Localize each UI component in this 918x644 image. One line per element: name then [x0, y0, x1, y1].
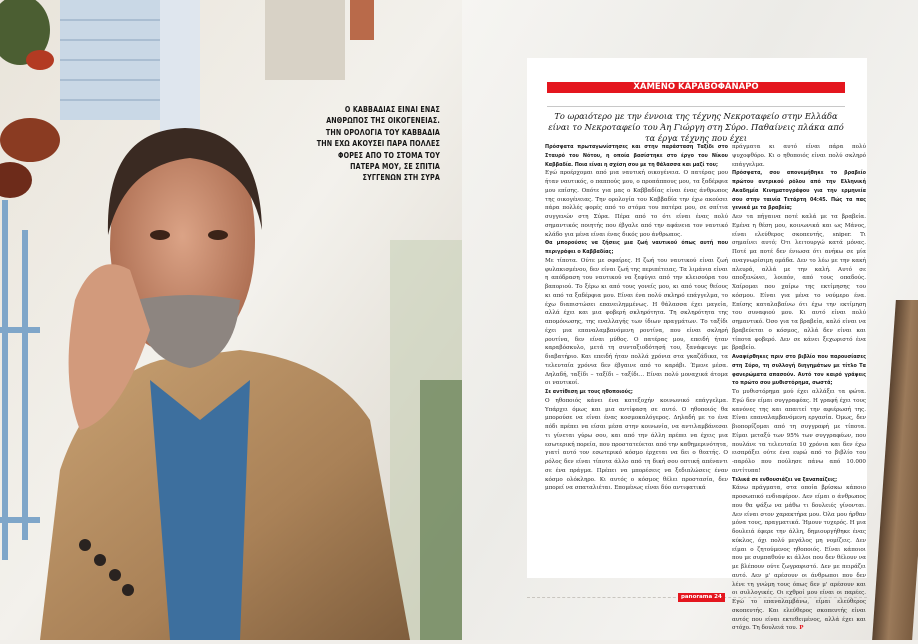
end-mark-icon: P — [799, 625, 804, 632]
answer: Το μυθιστόρημα μού έχει αλλάξει τα φώτα. Εγώ δεν είμαι συγγραφέας. Η γραφή έχει τους κανόνες της και απαιτεί την αφιέρωσή της. Είναι επαναλαμβανόμενη εργασία. Όμως, δεν βιοπορίζομαι από τη συγγραφή με τίποτα. Είμαι μεταξύ των 95% των συγγραφέων, που πουλάνε τα τελευταία 10 χρόνια και δεν έχω εισπράξει ούτε ένα ευρώ από το βιβλίο του -παρόλο που πούλησε πάνω από 10.000 αντίτυπα! — [732, 389, 866, 474]
answer: Με τίποτα. Ούτε με σφαίρες. Η ζωή του ναυτικού είναι ζωή φυλακισμένου, δεν είναι ζωή της περιπέτειας. Τα λιμάνια είναι η απόδραση του ναυτικού να ξεφύγει από την κλεισούρα του βαποριού. Το ξέρω κι από τους γονείς μου, κι από τους θείους κι από τα ξαδέρφια μου. Είναι ένα πολύ σκληρό επάγγελμα, το έχω διαπιστώσει επανειλημμένως. Η θάλασσα έχει μαγεία, αλλά έχει και μια φοβερή σκληρότητα. Τη σκληρότητα της απομόνωσης, της εναλλαγής των ίδιων πραγμάτων. Το ταξίδι έχει μια επαναλαμβανόμενη ρουτίνα, που είναι σκληρή ρουτίνα, δεν είναι μύθος. Ο πατέρας μου, επειδή ήταν καραβόσκυλο, μετά τη συνταξιοδότησή του, ξανάφευγε με διαβατήριο. Και επειδή ήταν πολλά χρόνια στα γκαζάδικα, τα τελευταία χρόνια δεν έβγαινε από το καράβι. Έμενε μέσα. Δηλαδή, ταξίδι – ταξίδι – ταξίδι... Είναι πολύ μοναχικά άτομα οι ναυτικοί. — [545, 257, 728, 387]
answer: Δεν τα πήγαινα ποτέ καλά με τα βραβεία. Εμένα η θέση μου, κοινωνικά και ως Μάνος, είναι ελεύθερος σκοπευτής, sniper. Τι σημαίνει αυτό; Ότι λειτουργώ κατά μόνας. Ποτέ μα ποτέ δεν ένιωσα ότι ανήκω σε μία αναγνωρίσιμη ομάδα. Δεν το λέω με την κακή πλευρά, αλλά με την καλή. Αυτό σε αποξενώνει, λοιπόν, από τους οπαδούς. Χαίρομαι που χαίρω της εκτίμησης του κόσμου. Είναι για μένα το νούμερο ένα. Επίσης καταλαβαίνω ότι έχω την εκτίμηση του συναφιού μου. Κι αυτό είναι πολύ σημαντικό. Όσο για τα βραβεία, καλό είναι να βραβεύεται ο κόσμος, αλλά δεν είναι και τίποτα φοβερό. Δεν σε κάνει ξεχωριστό ένα βραβείο. — [732, 214, 866, 352]
divider — [547, 106, 845, 107]
answer: πράγματα κι αυτό είναι πάρα πολύ ψυχοφθόρο. Κι ο ηθοποιός είναι πολύ σκληρό επάγγελμα. — [732, 144, 866, 168]
standfirst: Το ωραιότερο με την έννοια της τέχνης Νεκροταφείο στην Ελλάδα είναι το Νεκροταφείο του Άη Γιώργη στη Σύρο. Παθαίνεις πλάκα από τα έργα τέχνης που έχει — [548, 111, 844, 143]
text-column-2 — [732, 143, 866, 633]
pull-quote: Ο ΚΑΒΒΑΔΙΑΣ ΕΙΝΑΙ ΕΝΑΣ ΑΝΘΡΩΠΟΣ ΤΗΣ ΟΙΚΟΓΕΝΕΙΑΣ. ΤΗΝ ΟΡΟΛΟΓΙΑ ΤΟΥ ΚΑΒΒΑΔΙΑ ΤΗΝ ΕΧΩ ΑΚΟΥΣΕΙ ΠΑΡΑ ΠΟΛΛΕΣ ΦΟΡΕΣ ΑΠΟ ΤΟ ΣΤΟΜΑ ΤΟΥ ΠΑΤΕΡΑ ΜΟΥ, ΣΕ ΣΠΙΤΙΑ ΣΥΓΓΕΝΩΝ ΣΤΗ ΣΥΡΑ — [316, 104, 440, 183]
answer: Εγώ προέρχομαι από μια ναυτική οικογένεια. Ο πατέρας μου ήταν ναυτικός, ο παππούς μου, ο προπάππους μου, τα ξαδέρφια μου επίσης. Οπότε για μας ο Καββαδίας είναι ένας άνθρωπος της οικογένειας. Την ορολογία του Καββαδία την έχω ακούσει πάρα πολλές φορές από το στόμα του πατέρα μου, σε σπίτια συγγενών στη Σύρα. Πέρα από το ότι είναι ένας πολύ σημαντικός ποιητής που έβγαλε από την αφάνεια τον ναυτικό κλάδο για μένα είναι ένας δικός μου άνθρωπος. — [545, 170, 728, 238]
question: Αναφέρθηκες πριν στο βιβλίο που παρουσίασες στη Σύρο, τη συλλογή διηγημάτων με τίτλο Τα φανερώματα απασούν. Αυτό τον καιρό γράφεις το πρώτο σου μυθιστόρημα, σωστά; — [732, 354, 866, 387]
question: Τελικά σε ενθουσιάζει να ξαναπαίζεις; — [732, 476, 838, 483]
question: Σε αντίθεση με τους ηθοποιούς; — [545, 389, 633, 395]
text-column-1 — [545, 143, 728, 493]
section-title: ΧΑΜΕΝΟ ΚΑΡΑΒΟΦΑΝΑΡΟ — [547, 82, 845, 93]
answer: Ο ηθοποιός κάνει ένα κατεξοχήν κοινωνικό επάγγελμα. Υπάρχει όμως και μια αντίφαση σε αυτό. Ο ηθοποιός θα μπορούσε να είναι ένας κοσμοκαλόγερος. Δηλαδή με το ένα πόδι πρέπει να είσαι μέσα στην κοινωνία, να αντιλαμβάνεσαι τι γίνεται γύρω σου, και από την άλλη πρέπει να έχεις μια εσωτερική πορεία, που προστατεύεται από την καθημερινότητα, γιατί αυτό τον εσωτερικό κόσμο έρχεται να δει ο θεατής. Ο ρόλος δεν είναι τίποτα άλλο από τη δική σου οπτική απέναντι σε ένα πράγμα. Πρέπει να μπορέσεις να ξεδιπλώσεις έναν κόσμο ολόκληρο. Κι αυτός ο κόσμος θέλει προστασία, δεν μπορεί να σπαταλιέται. Επομένως είναι δύο αντιφατικά — [545, 397, 728, 492]
page-folio: panorama 24 — [678, 593, 725, 602]
question: Θα μπορούσες να ζήσεις μια ζωή ναυτικού όπως αυτή που περιγράφει ο Καββαδίας; — [545, 240, 728, 255]
question: Πρόσφατα, σου απονεμήθηκε το βραβείο πρώτου αντρικού ρόλου από την Ελληνική Ακαδημία Κινηματογράφου για την ερμηνεία σου στην ταινία Τετάρτη 04:45. Πώς τα πας γενικά με τα βραβεία; — [732, 170, 866, 212]
question: Πρόσφατα πρωταγωνίστησες και στην παράσταση Ταξίδι στο Σταυρό του Νότου, η οποία βασίστηκε στο έργο του Νίκου Καββαδία. Ποια είναι η σχέση σου με τη θάλασσα και μαζί του; — [545, 144, 728, 168]
answer: Κάνω πράγματα, στα οποία βρίσκω κάποιο προσωπικό ενδιαφέρον. Δεν είμαι ο άνθρωπος που θα ψάξω να μάθω τι δουλειές γίνονται. Δεν είναι στον χαρακτήρα μου. Όλα μου ήρθαν μόνα τους, πραγματικά. Ήμουν τυχερός. Η μια δουλειά έφερε την άλλη, δημιουργήθηκε ένας κύκλος, όχι πολύ μεγάλος μη νομίζεις. Δεν είμαι ο ζητούμενος ηθοποιός. Είναι κάποιοι που με συμπαθούν κι άλλοι που δεν θέλουν να με βλέπουν ούτε ζωγραφιστό. Δεν με πειράζει αυτό. Δεν μ' αρέσουν οι άνθρωποι που δεν λένε τη γνώμη τους όπως δεν μ' αρέσουν και οι συλλογικές. Οι εχθροί μου είναι οι παρέες. Εγώ το επαναλαμβάνω, είμαι ελεύθερος σκοπευτής. Και ελεύθερος σκοπευτής είναι αυτός που είναι εκτεθειμένος, αλλά έχει και στόχο. Τη δουλειά του. — [732, 485, 866, 632]
